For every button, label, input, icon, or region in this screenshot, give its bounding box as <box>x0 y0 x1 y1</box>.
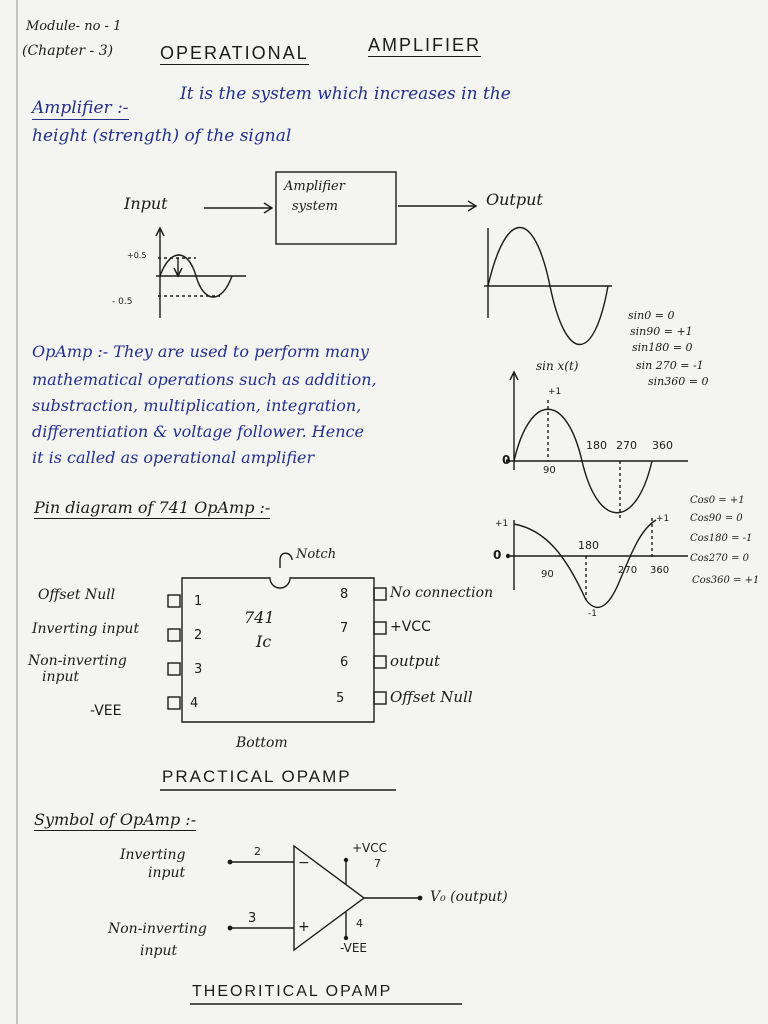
opamp-def-line1: OpAmp :- They are used to perform many <box>32 342 369 361</box>
amplifier-def-line1: It is the system which increases in the <box>180 84 511 104</box>
pin-label-inverting: Inverting input <box>32 621 140 637</box>
pin-label-output: output <box>390 652 441 670</box>
amplifier-term: Amplifier :- <box>32 98 129 118</box>
chip-name-line2: Ic <box>256 632 272 651</box>
cos-value: Cos360 = +1 <box>692 575 760 586</box>
symbol-inverting-label-line2: input <box>148 865 186 881</box>
symbol-noninverting-label-line2: input <box>140 943 178 959</box>
symbol-pin-3: 3 <box>248 911 257 926</box>
symbol-pin-4: 4 <box>356 917 363 930</box>
sine-value: sin 270 = -1 <box>636 359 704 372</box>
symbol-heading: Symbol of OpAmp :- <box>34 810 197 829</box>
pin-number-7: 7 <box>340 621 349 636</box>
symbol-minus-sign: − <box>298 855 310 871</box>
symbol-vee-label: -VEE <box>340 941 367 955</box>
cos-value: Cos0 = +1 <box>690 495 745 506</box>
chip-name-line1: 741 <box>244 608 275 627</box>
cos-plus1-left-label: +1 <box>495 519 509 529</box>
cos-plus1-right-label: +1 <box>656 514 670 524</box>
pin-label-vcc: +VCC <box>390 619 431 635</box>
cos-tick-270: 270 <box>618 565 638 576</box>
symbol-output-label: V₀ (output) <box>430 889 508 905</box>
pin-number-5: 5 <box>336 691 345 706</box>
pin-number-6: 6 <box>340 655 349 670</box>
symbol-pin-2: 2 <box>254 845 261 858</box>
opamp-def-line5: it is called as operational amplifier <box>32 448 315 467</box>
opamp-def-line2: mathematical operations such as addition, <box>32 370 377 389</box>
amplifier-box <box>276 172 396 244</box>
sine-graph-ylabel: sin x(t) <box>536 359 579 373</box>
cos-minus1-label: -1 <box>588 609 597 619</box>
pin-label-no-connection: No connection <box>390 585 494 601</box>
notch-label: Notch <box>296 547 337 562</box>
page-title-part1: OPERATIONAL <box>160 43 309 63</box>
pin-number-3: 3 <box>194 662 203 677</box>
chapter-label: (Chapter - 3) <box>22 43 114 59</box>
pin-number-2: 2 <box>194 628 203 643</box>
pin-diagram-heading: Pin diagram of 741 OpAmp :- <box>34 498 271 517</box>
symbol-noninverting-label: Non-inverting <box>108 921 207 937</box>
practical-opamp-label: PRACTICAL OPAMP <box>162 767 352 786</box>
pin-label-offset-null-right: Offset Null <box>390 688 473 706</box>
block-box-line2: system <box>292 199 338 214</box>
cos-tick-360: 360 <box>650 565 670 576</box>
symbol-inverting-label: Inverting <box>120 847 186 863</box>
input-minus-value: - 0.5 <box>112 297 133 307</box>
pin-label-noninverting-line2: input <box>42 669 80 685</box>
amplifier-def-line2: height (strength) of the signal <box>32 126 292 146</box>
pin-label-offset-null-left: Offset Null <box>38 587 116 603</box>
sine-tick-180: 180 <box>586 439 607 452</box>
symbol-pin-7: 7 <box>374 857 381 870</box>
sine-zero-label: 0 <box>502 453 511 467</box>
cos-zero-label: 0 <box>493 548 502 562</box>
cos-value: Cos270 = 0 <box>690 553 749 564</box>
opamp-def-line4: differentiation & voltage follower. Hence <box>32 422 364 441</box>
symbol-plus-sign: + <box>298 919 310 935</box>
sine-value: sin360 = 0 <box>648 375 709 388</box>
sine-value: sin0 = 0 <box>628 309 675 322</box>
module-label: Module- no - 1 <box>26 19 122 34</box>
symbol-vcc-label: +VCC <box>352 841 388 855</box>
theoretical-opamp-label: THEORITICAL OPAMP <box>192 983 393 1000</box>
sine-tick-270: 270 <box>616 439 637 452</box>
page-title-part2: AMPLIFIER <box>368 35 482 55</box>
chip-bottom-label: Bottom <box>236 735 288 751</box>
sine-value: sin90 = +1 <box>630 325 693 338</box>
cos-tick-90: 90 <box>541 569 554 580</box>
cos-tick-180: 180 <box>578 539 599 552</box>
block-box-line1: Amplifier <box>284 179 345 194</box>
sine-value: sin180 = 0 <box>632 341 693 354</box>
sine-tick-360: 360 <box>652 439 673 452</box>
pin-number-8: 8 <box>340 587 349 602</box>
pin-label-noninverting: Non-inverting <box>28 653 127 669</box>
pin-label-vee: -VEE <box>90 703 122 719</box>
opamp-def-line3: substraction, multiplication, integration, <box>32 396 362 415</box>
sine-tick-90: 90 <box>543 465 556 476</box>
pin-number-1: 1 <box>194 594 203 609</box>
sine-plus1-label: +1 <box>548 387 562 397</box>
cos-value: Cos180 = -1 <box>690 533 753 544</box>
block-output-label: Output <box>486 190 543 209</box>
input-plus-value: +0.5 <box>127 251 147 260</box>
pin-number-4: 4 <box>190 696 199 711</box>
block-input-label: Input <box>124 194 168 213</box>
cos-value: Cos90 = 0 <box>690 513 743 524</box>
